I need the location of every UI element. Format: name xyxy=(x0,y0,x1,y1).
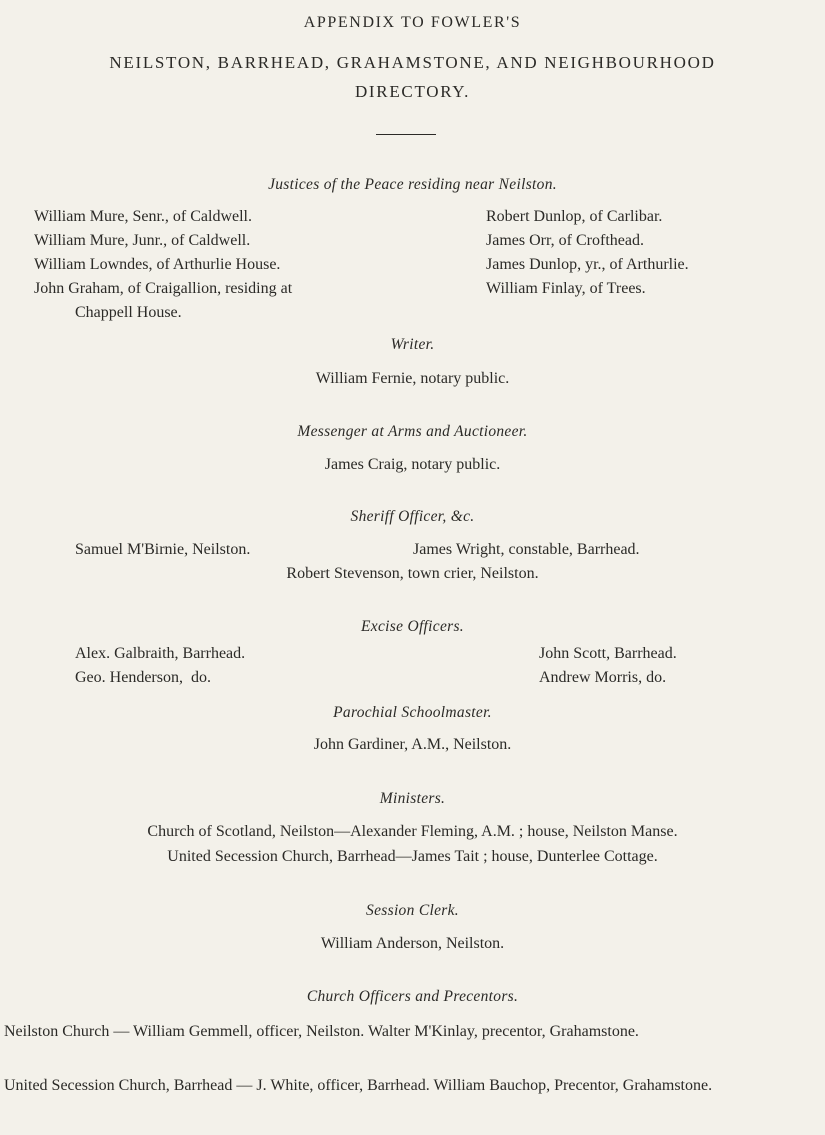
sheriff-entry: Samuel M'Birnie, Neilston. xyxy=(75,541,251,558)
excise-entry: John Scott, Barrhead. xyxy=(539,645,677,662)
sheriff-entry: James Wright, constable, Barrhead. xyxy=(413,541,640,558)
writer-heading: Writer. xyxy=(390,336,435,353)
justice-entry: John Graham, of Craigallion, residing at xyxy=(34,280,293,297)
church-officers-heading: Church Officers and Precentors. xyxy=(306,988,519,1005)
excise-heading: Excise Officers. xyxy=(361,618,464,635)
excise-entry: Geo. Henderson, do. xyxy=(75,669,211,686)
justice-entry: Robert Dunlop, of Carlibar. xyxy=(486,208,663,225)
justice-entry-continued: Chappell House. xyxy=(75,304,182,321)
title-line-2: NEILSTON, BARRHEAD, GRAHAMSTONE, AND NEIGHBOURHOOD xyxy=(109,53,716,72)
title-rule xyxy=(376,134,436,135)
justice-entry: William Finlay, of Trees. xyxy=(486,280,646,297)
messenger-heading: Messenger at Arms and Auctioneer. xyxy=(297,423,528,440)
justice-entry: William Lowndes, of Arthurlie House. xyxy=(34,256,281,273)
justice-entry: James Orr, of Crofthead. xyxy=(486,232,644,249)
excise-entry: Alex. Galbraith, Barrhead. xyxy=(75,645,246,662)
justice-entry: James Dunlop, yr., of Arthurlie. xyxy=(486,256,689,273)
excise-entry: Andrew Morris, do. xyxy=(539,669,667,686)
title-line-1: APPENDIX TO FOWLER'S xyxy=(303,14,522,31)
session-clerk-entry: William Anderson, Neilston. xyxy=(320,935,505,952)
schoolmaster-entry: John Gardiner, A.M., Neilston. xyxy=(313,736,512,753)
church-officer-entry: Neilston Church — William Gemmell, officer, Neilston. Walter M'Kinlay, precentor, Grahamstone. xyxy=(4,1023,639,1040)
writer-entry: William Fernie, notary public. xyxy=(315,370,510,387)
minister-entry: United Secession Church, Barrhead—James Tait ; house, Dunterlee Cottage. xyxy=(167,848,658,865)
minister-entry: Church of Scotland, Neilston—Alexander Fleming, A.M. ; house, Neilston Manse. xyxy=(147,823,678,840)
ministers-heading: Ministers. xyxy=(379,790,446,807)
messenger-entry: James Craig, notary public. xyxy=(324,456,501,473)
sheriff-heading: Sheriff Officer, &c. xyxy=(350,508,475,525)
session-clerk-heading: Session Clerk. xyxy=(366,902,459,919)
title-line-3: DIRECTORY. xyxy=(354,82,471,101)
justice-entry: William Mure, Junr., of Caldwell. xyxy=(34,232,251,249)
justice-entry: William Mure, Senr., of Caldwell. xyxy=(34,208,252,225)
justices-heading: Justices of the Peace residing near Neilston. xyxy=(268,176,557,193)
schoolmaster-heading: Parochial Schoolmaster. xyxy=(333,704,492,721)
sheriff-entry: Robert Stevenson, town crier, Neilston. xyxy=(286,565,539,582)
church-officer-entry: United Secession Church, Barrhead — J. White, officer, Barrhead. William Bauchop, Precentor, Grahamstone. xyxy=(4,1077,713,1094)
